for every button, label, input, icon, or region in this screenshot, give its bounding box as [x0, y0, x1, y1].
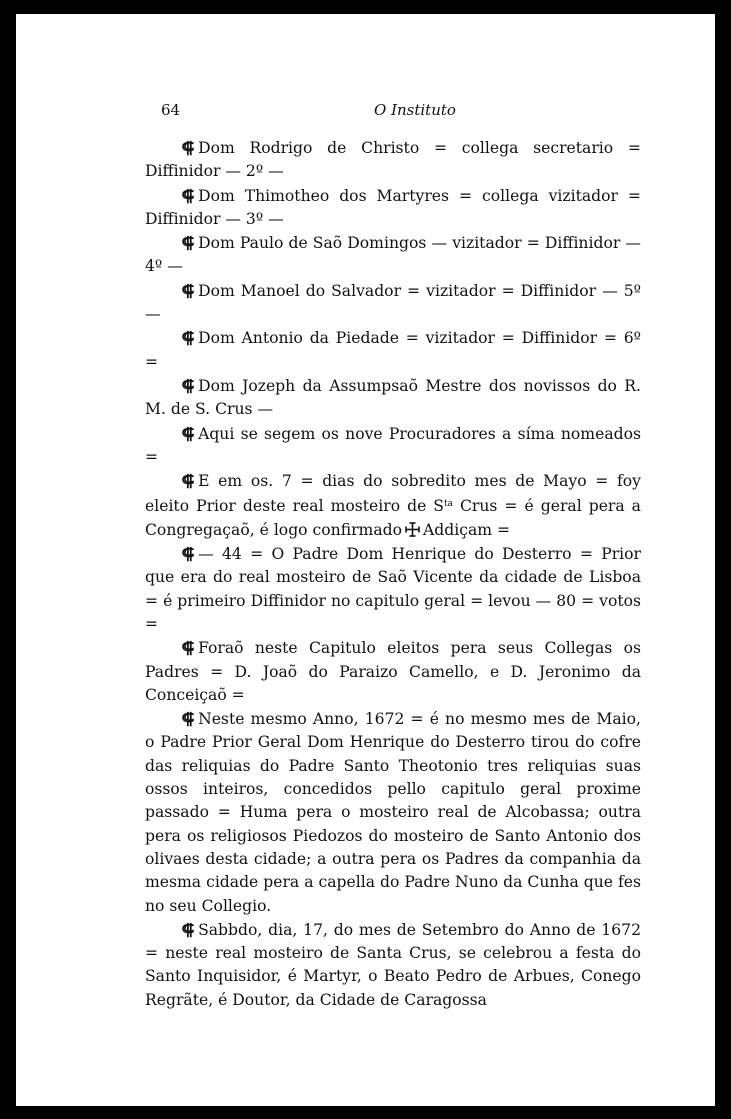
paragraph-text: E em os. 7 = dias do sobredito mes de Mayo = foy eleito Prior deste real mosteiro de S: [145, 472, 641, 516]
paragraph-mark-icon: ⸿: [181, 423, 195, 443]
paragraph-mark-icon: ⸿: [181, 919, 195, 939]
paragraph-text: Dom Paulo de Saõ Domingos — vizitador = Diffinidor — 4º —: [145, 234, 641, 276]
paragraph-mark-icon: ⸿: [181, 471, 195, 491]
paragraph-text: Dom Antonio da Piedade = vizitador = Diffinidor = 6º =: [145, 329, 641, 371]
paragraph-mark-icon: ⸿: [181, 185, 195, 205]
paragraph-2: [145, 184, 641, 232]
paragraph-11: [145, 707, 641, 918]
paragraph-9: [145, 542, 641, 636]
paragraph-mark-icon: ⸿: [181, 375, 195, 395]
paragraph-mark-icon: ⸿: [181, 709, 195, 729]
paragraph-mark-icon: ⸿: [181, 138, 195, 157]
paragraph-text: Sabbdo, dia, 17, do mes de Setembro do Anno de 1672 = neste real mosteiro de Santa Crus, se celebrou a festa do Santo Inquisidor, é Martyr, o Beato Pedro de Arbues, Conego Regrãte, é Doutor, da Cidade de Caragossa: [145, 920, 641, 1009]
paragraph-4: [145, 279, 641, 327]
paragraph-mark-icon: ⸿: [181, 233, 195, 253]
paragraph-6: [145, 374, 641, 422]
paragraph-text: Dom Jozeph da Assumpsaõ Mestre dos novissos do R. M. de S. Crus —: [145, 376, 641, 419]
paragraph-3: [145, 231, 641, 279]
paragraph-1: [145, 136, 641, 184]
paragraph-text: Dom Thimotheo dos Martyres = collega vizitador = Diffinidor — 3º —: [145, 186, 641, 228]
paragraph-10: [145, 636, 641, 707]
paragraph-text: — 44 = O Padre Dom Henrique do Desterro = Prior que era do real mosteiro de Saõ Vicente da cidade de Lisboa = é primeiro Diffinidor no capitulo geral = levou — 80 = votos =: [145, 545, 641, 633]
journal-title: O Instituto: [374, 101, 456, 119]
paragraph-mark-icon: ⸿: [181, 638, 195, 658]
paragraph-text: Foraõ neste Capitulo eleitos pera seus Collegas os Padres = D. Joaõ do Paraizo Camello, e D. Jeronimo da Conceiçaõ =: [145, 639, 641, 704]
paragraph-7: [145, 422, 641, 470]
paragraph-text: Crus = é geral pera a Congregaçaõ, é logo confirmado: [145, 497, 641, 539]
paragraph-mark-icon: ⸿: [181, 544, 195, 564]
paragraph-8: [145, 469, 641, 542]
cross-icon: [405, 522, 420, 537]
paragraph-text: Neste mesmo Anno, 1672 = é no mesmo mes de Maio, o Padre Prior Geral Dom Henrique do Desterro tirou do cofre das reliquias do Padre Santo Theotonio tres reliquias suas ossos inteiros, concedidos pello capitulo geral proxime passado = Huma pera o mosteiro real de Alcobassa; outra pera os religiosos Piedozos do mosteiro de Santo Antonio dos olivaes desta cidade; a outra pera os Padres da companhia da mesma cidade pera a capella do Padre Nuno da Cunha que fes no seu Collegio.: [145, 710, 641, 915]
paragraph-text: Addiçam =: [423, 520, 511, 539]
running-head: [161, 101, 653, 121]
paragraph-mark-icon: ⸿: [181, 280, 195, 300]
paragraph-5: [145, 326, 641, 374]
paragraph-text: Aqui se segem os nove Procuradores a síma nomeados =: [145, 424, 641, 466]
paragraph-text: Dom Rodrigo de Christo = collega secretario = Diffinidor — 2º —: [145, 139, 641, 181]
paragraph-text: Dom Manoel do Salvador = vizitador = Diffinidor — 5º —: [145, 281, 641, 324]
paragraph-12: [145, 918, 641, 1012]
superscript-ta: ta: [444, 499, 453, 510]
body-text: [145, 136, 641, 1012]
page-number: 64: [161, 101, 181, 119]
paragraph-mark-icon: ⸿: [181, 328, 195, 348]
